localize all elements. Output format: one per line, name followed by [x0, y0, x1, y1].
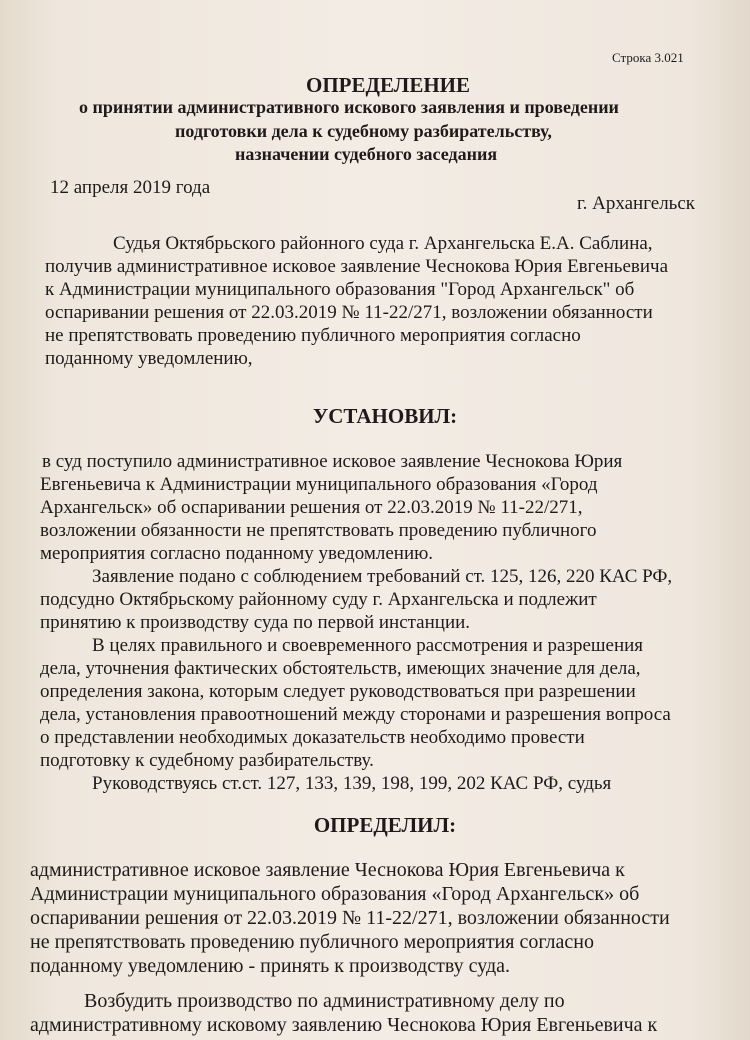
intro-line: поданному уведомлению,	[45, 348, 253, 369]
established-line: возложении обязанности не препятствовать проведению публичного	[40, 520, 597, 541]
intro-line: оспаривании решения от 22.03.2019 № 11-22/271, возложении обязанности	[45, 302, 653, 323]
established-line: Заявление подано с соблюдением требований ст. 125, 126, 220 КАС РФ,	[92, 566, 673, 587]
document-title: ОПРЕДЕЛЕНИЕ	[305, 73, 471, 97]
document-date: 12 апреля 2019 года	[50, 177, 211, 198]
line-reference: Строка 3.021	[612, 50, 684, 65]
title-subline-1: о принятии административного искового заявления и проведении	[79, 97, 619, 117]
decided-line: административное исковое заявление Чеснокова Юрия Евгеньевича к	[30, 859, 625, 881]
decided-heading: ОПРЕДЕЛИЛ:	[313, 813, 457, 837]
established-line: дела, установления правоотношений между сторонами и разрешения вопроса	[40, 704, 671, 725]
established-line: Евгеньевича к Администрации муниципального образования «Город	[40, 474, 598, 495]
title-subline-3: назначении судебного заседания	[235, 144, 498, 164]
established-line: В целях правильного и своевременного рассмотрения и разрешения	[92, 635, 644, 656]
document-city: г. Архангельск	[577, 193, 696, 214]
decided-line: не препятствовать проведению публичного мероприятия согласно	[30, 931, 594, 953]
established-line: о представлении необходимых доказательств необходимо провести	[40, 727, 585, 748]
established-line: Архангельск» об оспаривании решения от 22.03.2019 № 11-22/271,	[40, 497, 583, 518]
established-line: определения закона, которым следует руководствоваться при разрешении	[40, 681, 636, 702]
established-line: Руководствуясь ст.ст. 127, 133, 139, 198, 199, 202 КАС РФ, судья	[92, 773, 612, 794]
established-line: мероприятия согласно поданному уведомлению.	[40, 543, 434, 564]
intro-line: получив административное исковое заявление Чеснокова Юрия Евгеньевича	[45, 256, 669, 277]
established-line: дела, уточнения фактических обстоятельств, имеющих значение для дела,	[40, 658, 641, 679]
decided-line: Администрации муниципального образования «Город Архангельск» об	[30, 883, 640, 905]
decided-line: оспаривании решения от 22.03.2019 № 11-22/271, возложении обязанности	[30, 907, 670, 929]
established-heading: УСТАНОВИЛ:	[312, 404, 458, 428]
decided-line: Возбудить производство по административному делу по	[84, 990, 565, 1012]
title-subline-2: подготовки дела к судебному разбирательству,	[175, 121, 552, 141]
established-line: подсудно Октябрьскому районному суду г. Архангельска и подлежит	[40, 589, 597, 610]
established-line: в суд поступило административное исковое заявление Чеснокова Юрия	[42, 451, 623, 472]
intro-line: не препятствовать проведению публичного мероприятия согласно	[45, 325, 581, 346]
intro-line: Судья Октябрьского районного суда г. Архангельска Е.А. Саблина,	[113, 233, 653, 254]
intro-line: к Администрации муниципального образования "Город Архангельск" об	[45, 279, 635, 300]
established-line: подготовку к судебному разбирательству.	[40, 750, 374, 771]
established-line: принятию к производству суда по первой инстанции.	[40, 612, 471, 633]
decided-line: поданному уведомлению - принять к производству суда.	[30, 955, 510, 977]
decided-line: административному исковому заявлению Чеснокова Юрия Евгеньевича к	[30, 1014, 658, 1036]
